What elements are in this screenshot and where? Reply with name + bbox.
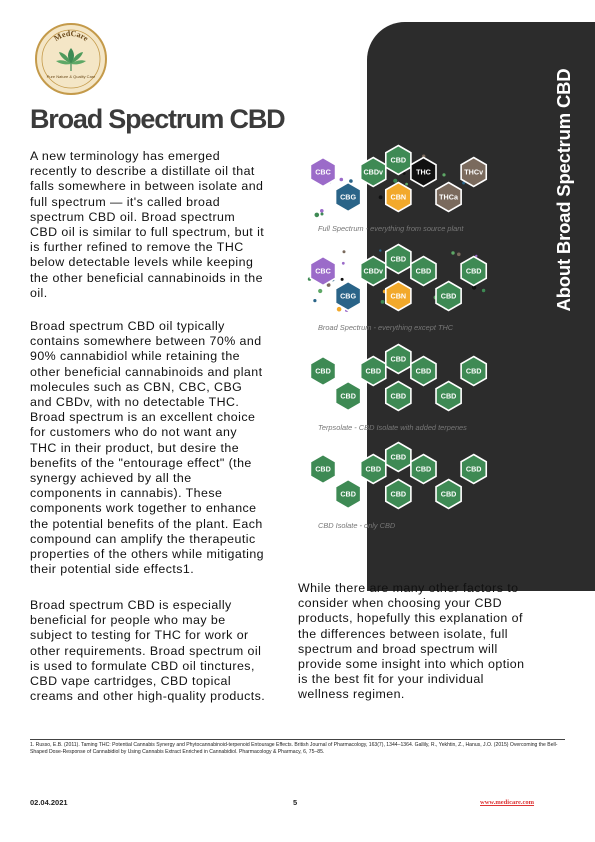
footnote: 1. Russo, E.B. (2011). Taming THC: Potential Cannabis Synergy and Phytocannabinoid-terpenoid Entourage Effects. British Journal of Pharmacology, 163(7), 1344–1364. Gallily, R., Yekhtin, Z., Hanus, J.O. (2015) Overcoming the Bell-Shaped Dose-Response of Cannabidiol by Using Cannabis Extract Enriched in Cannabidiol. Pharmacology & Pharmacy, 6, 75–85. — [30, 742, 558, 756]
cannabinoid-hex — [336, 282, 361, 311]
diagram-caption: Terpsolate - CBD Isolate with added terpenes — [318, 423, 467, 432]
terpene-dot — [313, 299, 316, 302]
cannabinoid-label: CBD — [315, 366, 331, 376]
broad-spectrum-hex-cluster — [300, 256, 490, 326]
diagram-caption: Full Spectrum - everything from source plant — [318, 224, 464, 233]
cannabinoid-label: CBD — [390, 155, 407, 165]
cannabinoid-hex — [310, 257, 335, 286]
cannabinoid-label: CBD — [415, 266, 432, 276]
diagram-caption: CBD Isolate - only CBD — [318, 521, 396, 530]
terpene-dot — [381, 300, 385, 304]
cannabinoid-label: CBDv — [363, 167, 384, 177]
cannabinoid-label: THC — [416, 167, 431, 177]
cannabinoid-hex — [310, 158, 335, 187]
page-title: Broad Spectrum CBD — [30, 104, 285, 134]
cannabinoid-hex — [386, 443, 411, 472]
cannabinoid-label: CBD — [340, 489, 356, 499]
cannabinoid-label: CBG — [340, 192, 357, 202]
terpsolate-hex-cluster — [300, 356, 490, 426]
cannabinoid-hex — [386, 382, 411, 411]
terpene-dot — [315, 213, 320, 218]
cannabinoid-label: CBD — [390, 489, 407, 499]
cannabinoid-label: CBD — [340, 391, 356, 401]
terpene-dot — [342, 262, 345, 265]
cannabinoid-hex — [386, 146, 411, 175]
cannabinoid-hex — [386, 183, 411, 212]
cannabinoid-label: CBG — [340, 291, 357, 301]
cannabinoid-label: CBD — [440, 489, 457, 499]
cannabinoid-hex — [361, 455, 386, 484]
cannabinoid-hex — [386, 345, 411, 374]
diagram-caption: Broad Spectrum - everything except THC — [318, 323, 454, 332]
cannabinoid-label: CBD — [390, 354, 407, 364]
cannabinoid-label: CBC — [315, 266, 331, 276]
terpene-dot — [482, 289, 485, 292]
cannabinoid-label: CBD — [440, 391, 457, 401]
terpene-dot — [318, 289, 322, 293]
cannabinoid-label: CBD — [315, 464, 331, 474]
cannabinoid-hex — [436, 382, 461, 411]
cannabinoid-hex — [336, 480, 361, 509]
cbd-isolate-hex-cluster — [300, 454, 490, 524]
cannabinoid-label: CBD — [390, 452, 407, 462]
cannabinoid-label: CBD — [365, 366, 382, 376]
cannabinoid-hex — [461, 158, 486, 187]
cannabinoid-label: CBN — [390, 192, 407, 202]
cannabinoid-label: CBD — [465, 464, 482, 474]
cannabinoid-label: CBD — [365, 464, 382, 474]
testing-paragraph: Broad spectrum CBD is especially beneficial for people who may be subject to testing for THC for work or other requirements. Broad spectrum oil is used to formulate CBD oil tinctures, CBD vape cartridges, CBD topical creams and other high-quality products. — [30, 598, 266, 704]
cannabinoid-hex — [436, 282, 461, 311]
cannabinoid-hex — [361, 357, 386, 386]
cannabinoid-hex — [310, 455, 335, 484]
cannabinoid-hex — [436, 183, 461, 212]
cannabinoid-label: CBD — [465, 266, 482, 276]
terpene-dot — [321, 213, 324, 216]
cannabinoid-hex — [411, 257, 436, 286]
terpene-dot — [442, 173, 445, 176]
terpene-dot — [457, 253, 461, 257]
cannabinoid-hex — [336, 382, 361, 411]
footer-date: 02.04.2021 — [30, 798, 68, 807]
full-spectrum-hex-cluster — [300, 157, 490, 227]
cannabinoid-label: CBDv — [363, 266, 384, 276]
website-link[interactable]: www.medicare.com — [480, 799, 535, 806]
terpene-dot — [379, 195, 383, 199]
footnote-divider — [30, 739, 565, 740]
cannabinoid-label: CBD — [465, 366, 482, 376]
cannabinoid-label: THCa — [439, 192, 458, 202]
cannabinoid-hex — [411, 158, 436, 187]
terpene-dot — [349, 179, 353, 183]
cannabinoid-label: CBD — [390, 391, 407, 401]
page-number: 5 — [293, 798, 298, 807]
cannabinoid-label: CBD — [415, 464, 432, 474]
cannabinoid-label: CBD — [440, 291, 457, 301]
terpene-dot — [451, 251, 454, 254]
cannabinoid-label: CBN — [390, 291, 407, 301]
cannabinoid-hex — [461, 455, 486, 484]
intro-paragraph: A new terminology has emerged recently to describe a distillate oil that falls somewhere in between isolate and full spectrum — it's called broad spectrum CBD oil. Broad spectrum CBD oil is similar to full spectrum, but it is further refined to remove the THC below detectable levels while keeping the other beneficial cannabinoids in the oil. — [30, 149, 265, 300]
cannabinoid-hex — [361, 257, 386, 286]
conclusion-paragraph: While there are many other factors to consider when choosing your CBD products, hopefully this explanation of the differences between isolate, full spectrum and broad spectrum will provide some insight into which option is the best fit for your individual wellness regimen. — [298, 581, 525, 702]
side-title: About Broad Spectrum CBD — [553, 68, 574, 312]
terpene-dot — [393, 179, 397, 183]
cannabinoid-hex — [436, 480, 461, 509]
cannabinoid-hex — [386, 480, 411, 509]
cannabinoid-label: CBD — [390, 254, 407, 264]
cannabinoid-hex — [461, 257, 486, 286]
broad-spectrum-paragraph: Broad spectrum CBD oil typically contains somewhere between 70% and 90% cannabidiol while retaining the other beneficial cannabinoids and plant molecules such as CBN, CBC, CBG and CBDv, with no detectable THC. Broad spectrum is an excellent choice for customers who do not want any THC in their product, but desire the benefits of the "entourage effect" (the synergy achieved by all the components in cannabis). These components work together to enhance the potential benefits of the plant. Each compound can amplify the therapeutic properties of the others while mitigating their potential side effects1. — [30, 319, 265, 577]
cannabinoid-hex — [386, 282, 411, 311]
terpene-dot — [405, 183, 408, 186]
cannabinoid-hex — [310, 357, 335, 386]
cannabinoid-label: CBC — [315, 167, 331, 177]
cannabinoid-hex — [386, 245, 411, 274]
cannabinoid-hex — [411, 357, 436, 386]
terpene-dot — [320, 209, 324, 213]
logo-bottom-text: Pure Nature & Quality Care — [46, 74, 96, 79]
cannabinoid-hex — [361, 158, 386, 187]
cannabinoid-hex — [411, 455, 436, 484]
terpene-dot — [343, 250, 346, 253]
terpene-dot — [340, 178, 344, 182]
cannabinoid-hex — [336, 183, 361, 212]
logo-top-text: MedCare — [52, 28, 91, 44]
cannabinoid-label: CBD — [415, 366, 432, 376]
terpene-dot — [337, 307, 342, 312]
terpene-dot — [379, 249, 381, 251]
terpene-dot — [341, 278, 344, 281]
cannabinoid-label: THCv — [464, 167, 484, 177]
brand-logo — [34, 22, 108, 96]
cannabinoid-hex — [461, 357, 486, 386]
